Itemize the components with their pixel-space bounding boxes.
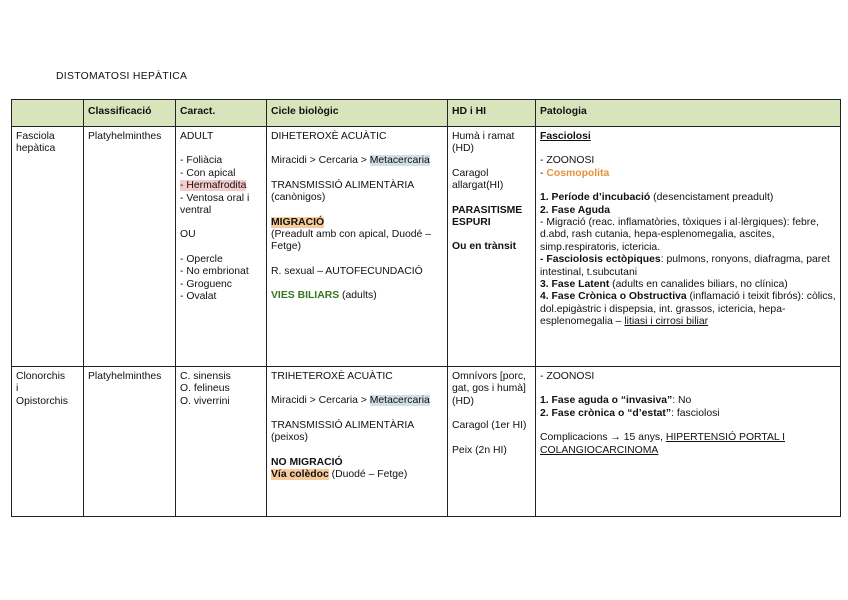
phase-acute: 1. Fase aguda o “invasiva”: No bbox=[540, 395, 692, 407]
cosmopolita: - Cosmopolita bbox=[540, 167, 610, 179]
classification-cell: Platyhelminthes bbox=[84, 127, 176, 367]
intermediate-host-1: Caragol (1er HI) bbox=[452, 420, 527, 432]
list-item: - Groguenc bbox=[180, 278, 232, 290]
species-name: Clonorchis i Opistorchis bbox=[12, 367, 84, 517]
hosts-cell bbox=[448, 367, 536, 517]
complications: Complicacions → 15 anys, HIPERTENSIÓ PORTAL I COLANGIOCARCINOMA bbox=[540, 432, 786, 456]
phase-acute-text: - Migració (reac. inflamatòries, tòxiques i al·lèrgiques): febre, d.abd, rash cutania, hepa-esplenomegalia, ascites, simp.respiratoris, ictericia. bbox=[540, 217, 819, 253]
phase-latent: 3. Fase Latent (adults en canalides biliars, no clínica) bbox=[540, 279, 788, 291]
header-cycle: Cicle biològic bbox=[267, 100, 448, 127]
header-pathology: Patologia bbox=[536, 100, 841, 127]
list-item: - Ovalat bbox=[180, 291, 217, 303]
species-name: Fasciola hepàtica bbox=[12, 127, 84, 367]
migration-label: NO MIGRACIÓ bbox=[271, 456, 343, 468]
intermediate-host-2: Peix (2n HI) bbox=[452, 444, 507, 456]
migration-label: MIGRACIÓ bbox=[271, 216, 325, 228]
cycle-cell bbox=[267, 367, 448, 517]
list-item: - Con apical bbox=[180, 167, 236, 179]
pathology-title: Fasciolosi bbox=[540, 131, 591, 142]
cycle-chain: Miracidi > Cercaria > Metacercaria bbox=[271, 395, 430, 407]
egg-transit: Ou en trànsit bbox=[452, 241, 517, 253]
migration-detail: (Preadult amb con apical, Duodé – Fetge) bbox=[271, 229, 431, 253]
header-classification: Classificació bbox=[84, 100, 176, 127]
phase-chronic: 2. Fase crònica o “d’estat”: fasciolosi bbox=[540, 407, 720, 419]
phase-incubation: 1. Període d’incubació (desencistament preadult) bbox=[540, 192, 774, 204]
cycle-type: TRIHETEROXÈ ACUÀTIC bbox=[271, 371, 393, 382]
list-item: - Opercle bbox=[180, 253, 223, 265]
list-item: O. viverrini bbox=[180, 395, 230, 407]
list-item: - No embrionat bbox=[180, 266, 249, 278]
via-coledoc: Vía colèdoc (Duodé – Fetge) bbox=[271, 469, 408, 481]
caract-cell bbox=[176, 127, 267, 367]
cycle-cell bbox=[267, 127, 448, 367]
cycle-chain: Miracidi > Cercaria > Metacercaria bbox=[271, 155, 430, 167]
intermediate-host: Caragol allargat(HI) bbox=[452, 167, 504, 192]
zoonosi: - ZOONOSI bbox=[540, 155, 595, 167]
table-row bbox=[12, 127, 841, 367]
header-caract: Caract. bbox=[176, 100, 267, 127]
table-row bbox=[12, 367, 841, 517]
document-title: DISTOMATOSI HEPÀTICA bbox=[56, 71, 188, 82]
phase-chronic: 4. Fase Crònica o Obstructiva (inflamació i teixit fibrós): còlics, dol.epigàstric i dispepsia, int. grassos, ictericia, hepa-esplenomegalia – litiasi i cirrosi biliar bbox=[540, 291, 836, 328]
table-header-row bbox=[12, 100, 841, 127]
transmission: TRANSMISSIÓ ALIMENTÀRIA (canònigos) bbox=[271, 179, 414, 204]
adult-label: ADULT bbox=[180, 131, 214, 142]
header-empty bbox=[12, 100, 84, 127]
ectopic-fasciolosis: - Fasciolosis ectòpiques: pulmons, ronyons, diafragma, paret intestinal, t.subcutani bbox=[540, 254, 830, 278]
pathology-cell bbox=[536, 367, 841, 517]
caract-cell bbox=[176, 367, 267, 517]
pathology-cell bbox=[536, 127, 841, 367]
egg-label: OU bbox=[180, 229, 196, 241]
parasitism: PARASITISME ESPURI bbox=[452, 204, 523, 229]
distomatosi-table bbox=[11, 99, 841, 517]
hosts-cell bbox=[448, 127, 536, 367]
vies-biliars: VIES BILIARS (adults) bbox=[271, 290, 377, 302]
sexual-reproduction: R. sexual – AUTOFECUNDACIÓ bbox=[271, 265, 423, 277]
definitive-host: Humà i ramat (HD) bbox=[452, 131, 515, 155]
list-item: O. felineus bbox=[180, 383, 230, 395]
zoonosi: - ZOONOSI bbox=[540, 371, 595, 382]
list-item: - Foliàcia bbox=[180, 155, 223, 167]
header-hosts: HD i HI bbox=[448, 100, 536, 127]
list-item: C. sinensis bbox=[180, 371, 231, 382]
definitive-host: Omnívors [porc, gat, gos i humà] (HD) bbox=[452, 371, 526, 407]
transmission: TRANSMISSIÓ ALIMENTÀRIA (peixos) bbox=[271, 419, 414, 444]
cycle-type: DIHETEROXÈ ACUÀTIC bbox=[271, 131, 387, 142]
list-item: - Ventosa oral i ventral bbox=[180, 192, 250, 217]
list-item: - Hermafrodita bbox=[180, 180, 247, 192]
phase-acute-label: 2. Fase Aguda bbox=[540, 204, 611, 216]
classification-cell: Platyhelminthes bbox=[84, 367, 176, 517]
